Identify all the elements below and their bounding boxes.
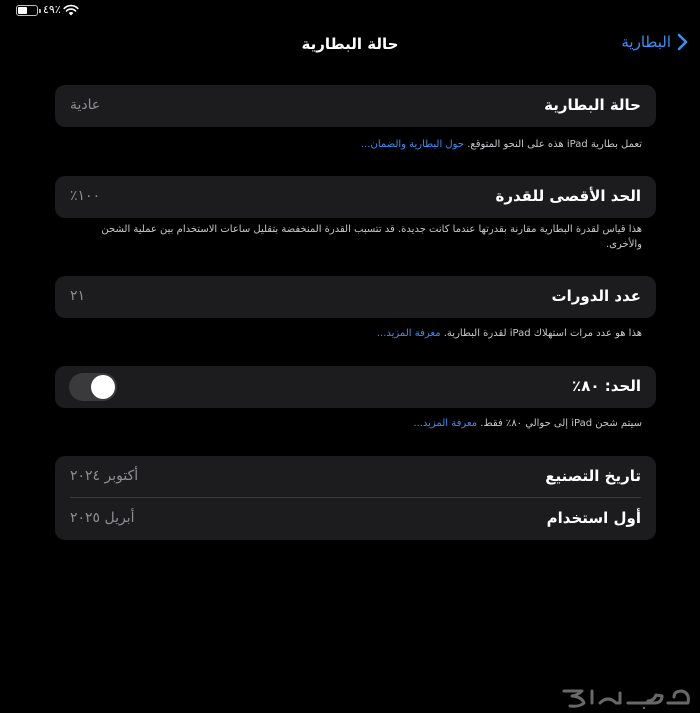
status-bar [0, 0, 700, 22]
wifi-icon [63, 4, 79, 16]
battery-state-card [55, 85, 656, 127]
charge-limit-label: الحد: ٨٠٪ [572, 377, 641, 395]
manufacture-date-value: أكتوبر ٢٠٢٤ [70, 468, 139, 484]
charge-limit-footer-text: سيتم شحن iPad إلى حوالي ٨٠٪ فقط. [477, 418, 642, 429]
cycle-count-row [55, 276, 656, 318]
back-button-label: البطارية [621, 33, 671, 51]
charge-limit-row [55, 366, 656, 408]
dates-card [55, 456, 656, 540]
cycle-count-footer-text: هذا هو عدد مرات استهلاك iPad لقدرة البطارية. [440, 328, 642, 339]
first-use-value: أبريل ٢٠٢٥ [70, 510, 135, 526]
max-capacity-card [55, 176, 656, 218]
first-use-label: أول استخدام [546, 509, 641, 527]
cycle-count-footer [70, 326, 642, 341]
max-capacity-label: الحد الأقصى للقدرة [495, 187, 641, 205]
navigation-bar [0, 30, 700, 60]
page-title: حالة البطارية [301, 35, 399, 53]
battery-icon [16, 5, 38, 16]
manufacture-date-row [55, 456, 656, 498]
cycle-count-label: عدد الدورات [551, 287, 641, 305]
toggle-knob [91, 375, 115, 399]
chevron-right-icon [677, 33, 688, 51]
manufacture-date-label: تاريخ التصنيع [545, 467, 641, 485]
max-capacity-footer-text: هذا قياس لقدرة البطارية مقارنة بقدرتها عندما كانت جديدة. قد تتسبب القدرة المنخفضة بتقليل ساعات الاستخدام بين عملية الشحن والأخرى. [101, 224, 642, 250]
battery-state-footer [70, 137, 642, 152]
charge-limit-toggle[interactable] [69, 373, 117, 401]
battery-state-label: حالة البطارية [544, 96, 641, 114]
battery-state-value: عادية [70, 97, 101, 113]
battery-state-row [55, 85, 656, 127]
max-capacity-row [55, 176, 656, 218]
battery-percentage: ٤٩٪ [43, 3, 61, 16]
cycle-learn-more-link[interactable]: معرفة المزيد... [376, 328, 441, 339]
charge-limit-card [55, 366, 656, 408]
charge-limit-footer [70, 416, 642, 431]
cycle-count-value: ٢١ [70, 288, 86, 304]
battery-warranty-link[interactable]: حول البطارية والضمان... [360, 139, 465, 150]
back-button[interactable] [621, 33, 688, 51]
cycle-count-card [55, 276, 656, 318]
max-capacity-value: ١٠٠٪ [70, 188, 101, 204]
battery-state-footer-text: تعمل بطارية iPad هذه على النحو المتوقع. [464, 139, 642, 150]
max-capacity-footer [70, 222, 642, 252]
haraj-watermark-logo [558, 683, 694, 709]
limit-learn-more-link[interactable]: معرفة المزيد... [413, 418, 478, 429]
first-use-row [55, 498, 656, 540]
